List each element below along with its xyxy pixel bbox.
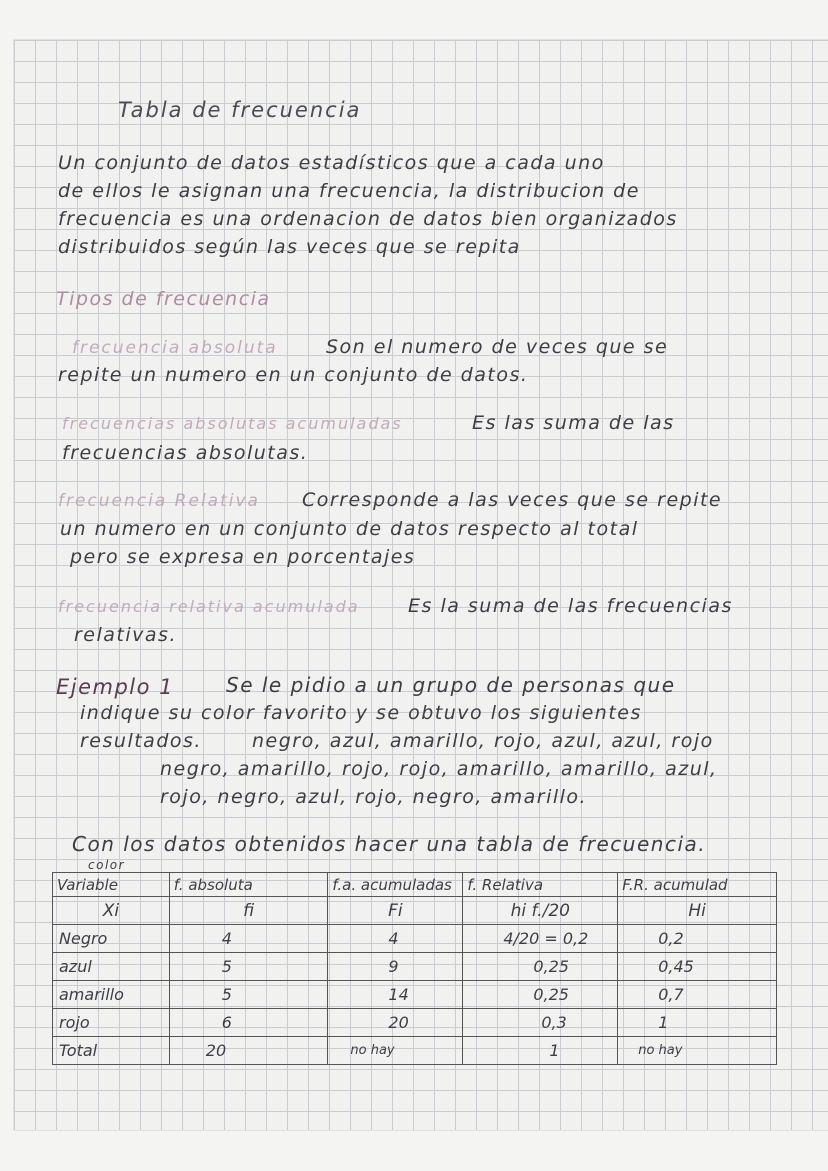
cell-cumulative-relative: 0,45 <box>618 953 777 981</box>
cell-relative: 0,25 <box>463 981 618 1009</box>
table-note: color <box>88 858 126 872</box>
table-symbol-row <box>53 897 777 925</box>
example-line-3: resultados. <box>80 730 202 752</box>
table-row <box>53 1037 777 1065</box>
table-header-row <box>53 873 777 897</box>
term-absolute-frequency: frecuencia absoluta <box>72 338 278 358</box>
cell-absolute: 6 <box>169 1009 328 1037</box>
cell-relative: 0,25 <box>463 953 618 981</box>
desc-relative-line-3: pero se expresa en porcentajes <box>70 546 416 568</box>
header-cumulative-relative: F.R. acumulad <box>618 873 777 897</box>
symbol-Fi: Fi <box>328 897 463 925</box>
example-line-1: Se le pidio a un grupo de personas que <box>226 673 676 697</box>
definition-line-3: frecuencia es una ordenacion de datos bien organizados <box>58 208 678 230</box>
cell-variable: azul <box>53 953 170 981</box>
cell-cumulative: 14 <box>328 981 463 1009</box>
header-absolute: f. absoluta <box>169 873 328 897</box>
table-row <box>53 953 777 981</box>
term-relative-frequency: frecuencia Relativa <box>58 491 260 511</box>
symbol-fi: fi <box>169 897 328 925</box>
cell-absolute: 5 <box>169 981 328 1009</box>
cell-variable: amarillo <box>53 981 170 1009</box>
desc-absolute-line-2: repite un numero en un conjunto de datos. <box>58 364 529 386</box>
header-cumulative: f.a. acumuladas <box>328 873 463 897</box>
definition-line-2: de ellos le asignan una frecuencia, la distribucion de <box>58 180 640 202</box>
symbol-Hi: Hi <box>618 897 777 925</box>
cell-relative: 4/20 = 0,2 <box>463 925 618 953</box>
cell-absolute: 20 <box>169 1037 328 1065</box>
desc-absolute-line-1: Son el numero de veces que se <box>326 336 669 358</box>
cell-absolute: 5 <box>169 953 328 981</box>
definition-line-1: Un conjunto de datos estadísticos que a cada uno <box>58 152 605 174</box>
desc-relative-line-1: Corresponde a las veces que se repite <box>302 489 723 511</box>
cell-variable: Total <box>53 1037 170 1065</box>
header-variable: Variable <box>53 873 170 897</box>
cell-cumulative-relative: 1 <box>618 1009 777 1037</box>
example-line-6: rojo, negro, azul, rojo, negro, amarillo. <box>160 786 588 808</box>
cell-cumulative: 9 <box>328 953 463 981</box>
cell-cumulative-relative: no hay <box>618 1037 777 1065</box>
cell-absolute: 4 <box>169 925 328 953</box>
frequency-table <box>52 872 777 1065</box>
example-instruction: Con los datos obtenidos hacer una tabla de frecuencia. <box>72 832 707 856</box>
example-line-2: indique su color favorito y se obtuvo los siguientes <box>80 702 642 724</box>
example-line-4: negro, azul, amarillo, rojo, azul, azul, rojo <box>252 730 714 752</box>
cell-relative: 1 <box>463 1037 618 1065</box>
desc-cum-relative-line-1: Es la suma de las frecuencias <box>408 595 733 617</box>
example-line-5: negro, amarillo, rojo, rojo, amarillo, amarillo, azul, <box>160 758 718 780</box>
desc-cumulative-line-2: frecuencias absolutas. <box>62 442 309 464</box>
page-title: Tabla de frecuencia <box>118 98 362 122</box>
types-heading: Tipos de frecuencia <box>56 288 271 310</box>
desc-relative-line-2: un numero en un conjunto de datos respecto al total <box>60 518 639 540</box>
term-cumulative-relative: frecuencia relativa acumulada <box>58 597 360 616</box>
cell-cumulative: 20 <box>328 1009 463 1037</box>
cell-cumulative-relative: 0,7 <box>618 981 777 1009</box>
cell-cumulative: 4 <box>328 925 463 953</box>
example-label: Ejemplo 1 <box>56 675 175 699</box>
desc-cum-relative-line-2: relativas. <box>74 624 177 646</box>
cell-variable: rojo <box>53 1009 170 1037</box>
table-row <box>53 925 777 953</box>
symbol-xi: Xi <box>53 897 170 925</box>
definition-line-4: distribuidos según las veces que se repita <box>58 236 521 258</box>
header-relative: f. Relativa <box>463 873 618 897</box>
cell-cumulative: no hay <box>328 1037 463 1065</box>
table-row <box>53 1009 777 1037</box>
symbol-hi: hi f./20 <box>463 897 618 925</box>
cell-variable: Negro <box>53 925 170 953</box>
desc-cumulative-line-1: Es las suma de las <box>472 412 675 434</box>
term-cumulative-absolute: frecuencias absolutas acumuladas <box>62 414 403 433</box>
cell-relative: 0,3 <box>463 1009 618 1037</box>
table-row <box>53 981 777 1009</box>
cell-cumulative-relative: 0,2 <box>618 925 777 953</box>
